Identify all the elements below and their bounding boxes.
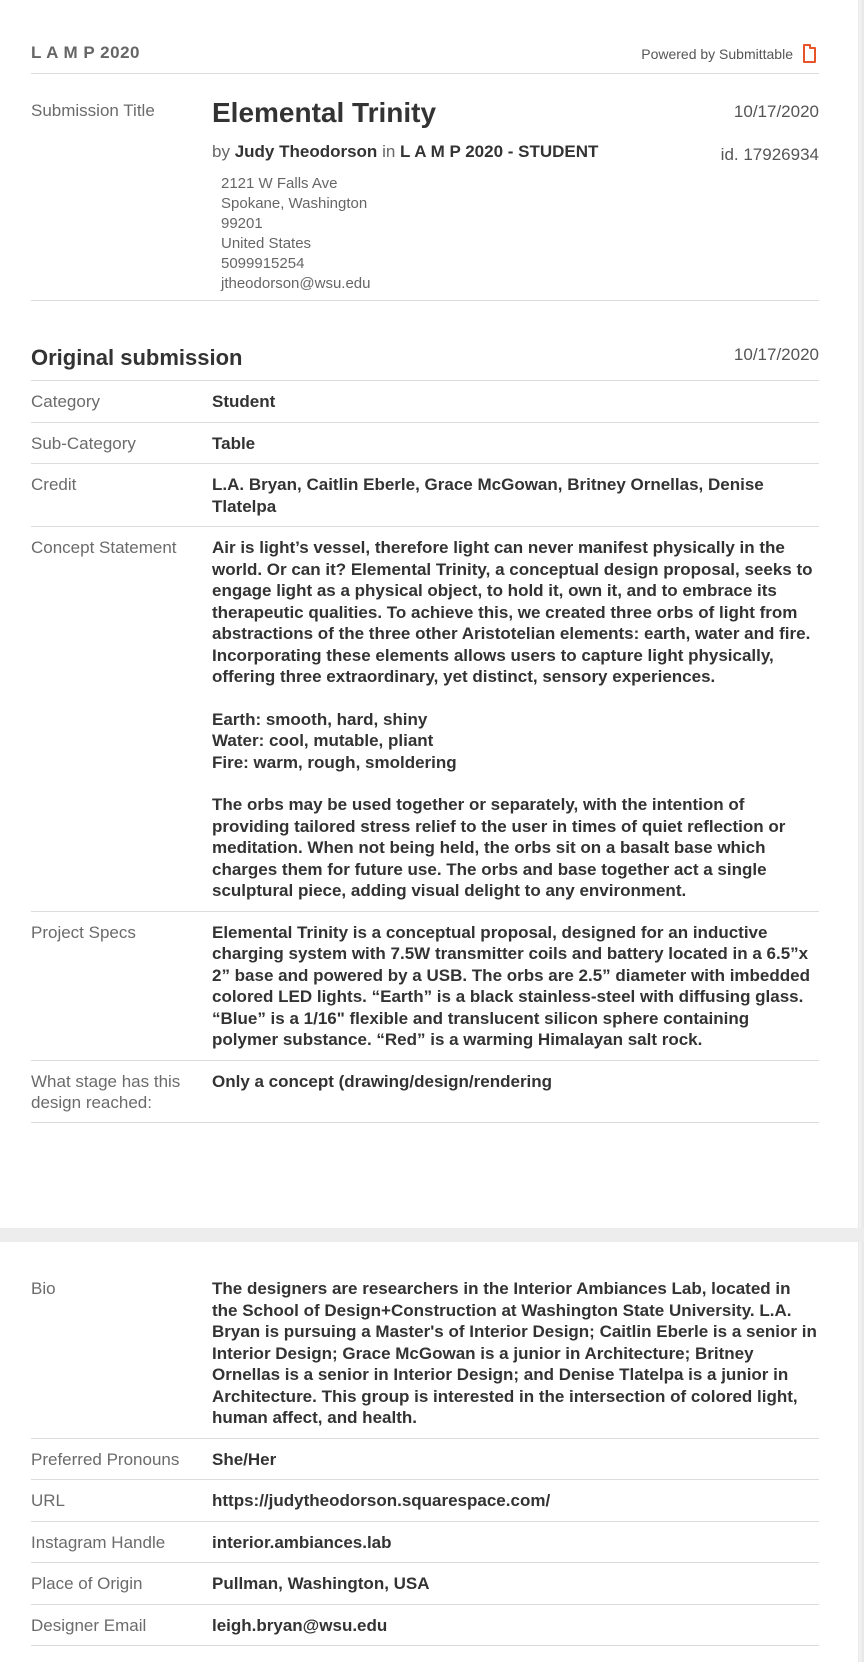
field-label: Category	[31, 392, 100, 411]
address-line: 5099915254	[221, 255, 305, 272]
field-value	[212, 391, 819, 413]
field-label: Credit	[31, 475, 77, 494]
address-line: 2121 W Falls Ave	[221, 175, 338, 192]
field-value	[212, 1449, 819, 1471]
original-submission-fields	[31, 381, 819, 1123]
field-value-paragraph: Only a concept (drawing/design/rendering	[212, 1071, 553, 1091]
field-label: What stage has this design reached:	[31, 1071, 181, 1112]
address-line: 99201	[221, 215, 263, 232]
app-name: L A M P 2020	[31, 43, 140, 62]
field-row-what-stage-has-this-design-reached	[31, 1061, 819, 1123]
field-row-place-of-origin	[31, 1563, 819, 1605]
field-label: URL	[31, 1491, 66, 1510]
submission-date: 10/17/2020	[733, 102, 819, 121]
submission-summary	[31, 74, 819, 301]
field-row-instagram-handle	[31, 1522, 819, 1564]
field-label: Sub-Category	[31, 433, 136, 453]
field-label: Place of Origin	[31, 1574, 143, 1593]
field-row-concept-statement	[31, 527, 819, 912]
field-value	[212, 1490, 819, 1512]
field-value-paragraph: https://judytheodorson.squarespace.com/	[212, 1491, 551, 1510]
field-value-paragraph: Elemental Trinity is a conceptual proposal, designed for an inductive charging system with 7.5W transmitter coils and battery located in a 6.5”x 2” base and powered by a USB. The orbs are 2.5” diameter with imbedded colored LED lights. “Earth” is a black stainless-steel with diffusing glass. “Blue” is a 1/16" flexible and translucent silicon sphere containing polymer substance. “Red” is a warming Himalayan salt rock.	[212, 922, 810, 1049]
original-submission-header	[31, 340, 819, 381]
address-line: United States	[221, 235, 312, 252]
field-label: Designer Email	[31, 1615, 147, 1635]
field-value-paragraph: Student	[212, 392, 276, 411]
field-value	[212, 474, 819, 517]
field-value	[212, 1532, 819, 1554]
submitter-address	[221, 174, 371, 294]
field-row-sub-category	[31, 423, 819, 465]
field-value-paragraph: Air is light’s vessel, therefore light can never manifest physically in the world. Or can it? Elemental Trinity, a conceptual design proposal, seeks to engage light as a physical object, to hold it, own it, and to embrace its therapeutic qualities. To achieve this, we created three orbs of light from abstractions of the three other Aristotelian elements: earth, water and fire. Incorporating these elements allows users to capture light physically, offering three extraordinary, yet distinct, sensory experiences.	[212, 538, 813, 686]
original-submission-date: 10/17/2020	[733, 345, 819, 364]
field-value-paragraph: The designers are researchers in the Interior Ambiances Lab, located in the School of Design+Construction at Washington State University. L.A. Bryan is pursuing a Master's of Interior Design; Caitlin Eberle is a senior in Interior Design; Grace McGowan is a junior in Architecture; Britney Ornellas is a senior in Interior Design; and Denise Tlatelpa is a junior in Architecture. This group is interested in the intersection of colored light, human affect, and health.	[212, 1279, 817, 1427]
original-submission-title: Original submission	[31, 345, 243, 370]
field-value	[212, 1573, 819, 1595]
field-value-paragraph: leigh.bryan@wsu.edu	[212, 1615, 388, 1635]
submittable-logo-icon	[801, 43, 819, 65]
field-row-preferred-pronouns	[31, 1439, 819, 1481]
field-label: Instagram Handle	[31, 1532, 166, 1552]
powered-by-text: Powered by Submittable	[641, 46, 793, 62]
author-name: Judy Theodorson	[234, 142, 378, 161]
field-label: Project Specs	[31, 922, 136, 942]
field-label: Concept Statement	[31, 538, 177, 557]
submission-byline	[212, 142, 598, 162]
submission-title: Elemental Trinity	[212, 97, 437, 128]
page-right-edge	[858, 0, 864, 1662]
field-value	[212, 922, 819, 1051]
field-row-bio	[31, 1268, 819, 1439]
field-value	[212, 433, 819, 455]
field-label: Bio	[31, 1279, 56, 1298]
field-value-paragraph: The orbs may be used together or separately, with the intention of providing tailored stress relief to the user in times of quiet reflection or meditation. When not being held, the orbs sit on a basalt base which charges them for future use. The orbs and base together act a single sculptural piece, adding visual delight to any environment.	[212, 795, 786, 900]
field-value-paragraph: She/Her	[212, 1449, 277, 1469]
field-row-project-specs	[31, 912, 819, 1061]
field-value	[212, 1615, 819, 1637]
field-value-paragraph: L.A. Bryan, Caitlin Eberle, Grace McGowan, Britney Ornellas, Denise Tlatelpa	[212, 475, 764, 516]
address-line: Spokane, Washington	[221, 195, 368, 212]
page-header	[31, 0, 819, 74]
by-prefix: by	[212, 142, 230, 161]
field-row-category	[31, 381, 819, 423]
field-value-paragraph: Earth: smooth, hard, shiny Water: cool, mutable, pliant Fire: warm, rough, smoldering	[212, 709, 457, 772]
section-separator-band	[0, 1228, 864, 1242]
address-line: jtheodorson@wsu.edu	[221, 275, 371, 292]
field-value	[212, 1071, 819, 1113]
field-row-url	[31, 1480, 819, 1522]
field-value-paragraph: Pullman, Washington, USA	[212, 1574, 430, 1593]
field-value-paragraph: Table	[212, 433, 256, 453]
profile-fields	[31, 1268, 819, 1646]
submission-title-label: Submission Title	[31, 101, 155, 120]
field-row-designer-email	[31, 1605, 819, 1647]
field-row-credit	[31, 464, 819, 527]
field-value-paragraph: interior.ambiances.lab	[212, 1532, 392, 1552]
field-value	[212, 537, 819, 902]
field-value	[212, 1278, 819, 1429]
in-word: in	[382, 142, 396, 161]
field-label: Preferred Pronouns	[31, 1449, 180, 1469]
form-name: L A M P 2020 - STUDENT	[400, 142, 599, 161]
powered-by-link[interactable]	[641, 43, 819, 65]
submission-id: id. 17926934	[720, 145, 819, 164]
